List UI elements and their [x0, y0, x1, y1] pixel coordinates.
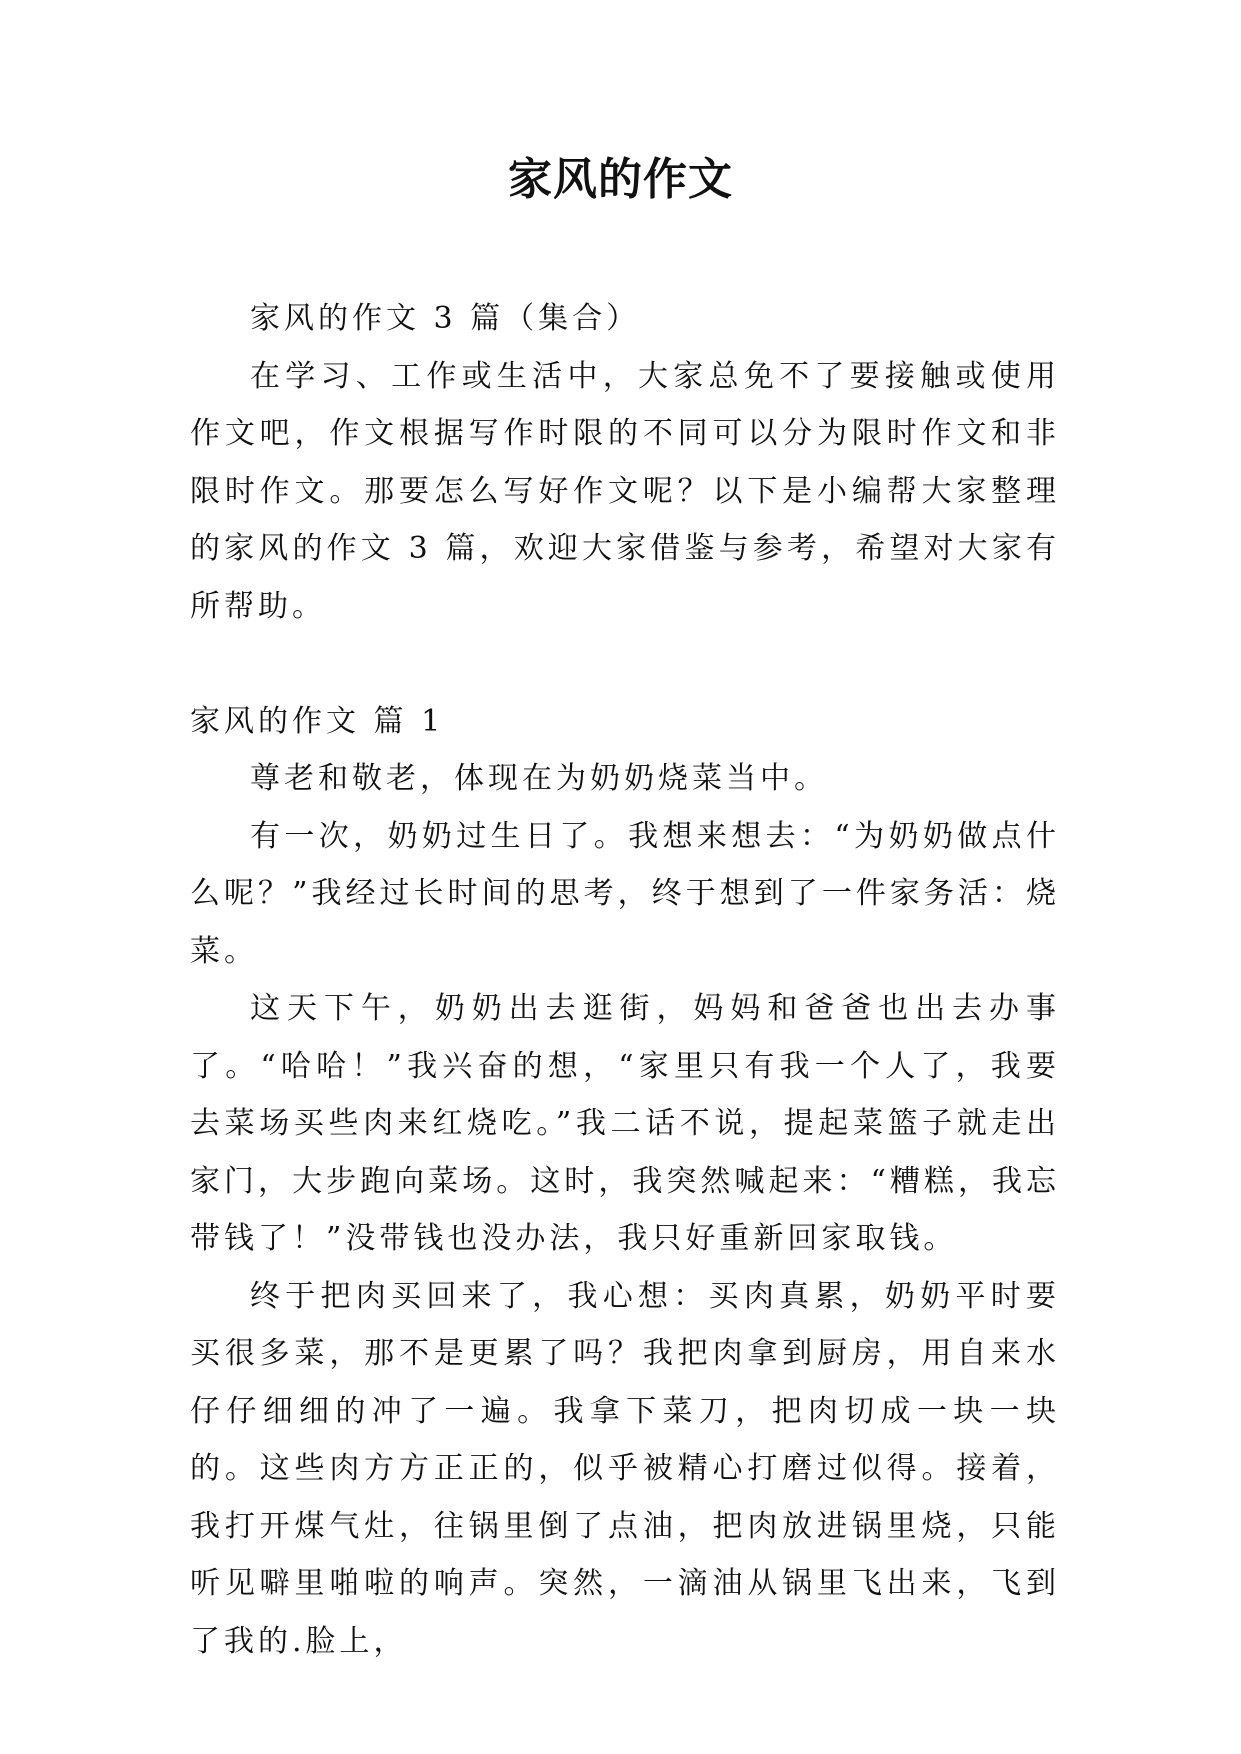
body-paragraph: 有一次，奶奶过生日了。我想来想去：“为奶奶做点什么呢？”我经过长时间的思考，终于想到了一件家务活：烧菜。: [190, 818, 1060, 969]
section-heading: 家风的作文 篇 1: [190, 703, 445, 739]
document-title: 家风的作文: [508, 154, 733, 205]
body-paragraph: 这天下午，奶奶出去逛街，妈妈和爸爸也出去办事了。“哈哈！”我兴奋的想，“家里只有我一个人了，我要去菜场买些肉来红烧吃。”我二话不说，提起菜篮子就走出家门，大步跑向菜场。这时，我突然喊起来：“糟糕，我忘带钱了！”没带钱也没办法，我只好重新回家取钱。: [190, 991, 1060, 1256]
document-body: [190, 290, 1060, 1670]
body-paragraph: 尊老和敬老，体现在为奶奶烧菜当中。: [250, 761, 828, 796]
document-subtitle: 家风的作文 3 篇（集合）: [250, 301, 641, 336]
body-paragraph: 终于把肉买回来了，我心想：买肉真累，奶奶平时要买很多菜，那不是更累了吗？我把肉拿到厨房，用自来水仔仔细细的冲了一遍。我拿下菜刀，把肉切成一块一块的。这些肉方方正正的，似乎被精心打磨过似得。接着，我打开煤气灶，往锅里倒了点油，把肉放进锅里烧，只能听见噼里啪啦的响声。突然，一滴油从锅里飞出来，飞到了我的.脸上，: [190, 1278, 1060, 1659]
section-spacer: [190, 635, 1060, 693]
intro-paragraph: 在学习、工作或生活中，大家总免不了要接触或使用作文吧，作文根据写作时限的不同可以分为限时作文和非限时作文。那要怎么写好作文呢？以下是小编帮大家整理的家风的作文 3 篇，欢迎大家借鉴与参考，希望对大家有所帮助。: [190, 358, 1060, 624]
